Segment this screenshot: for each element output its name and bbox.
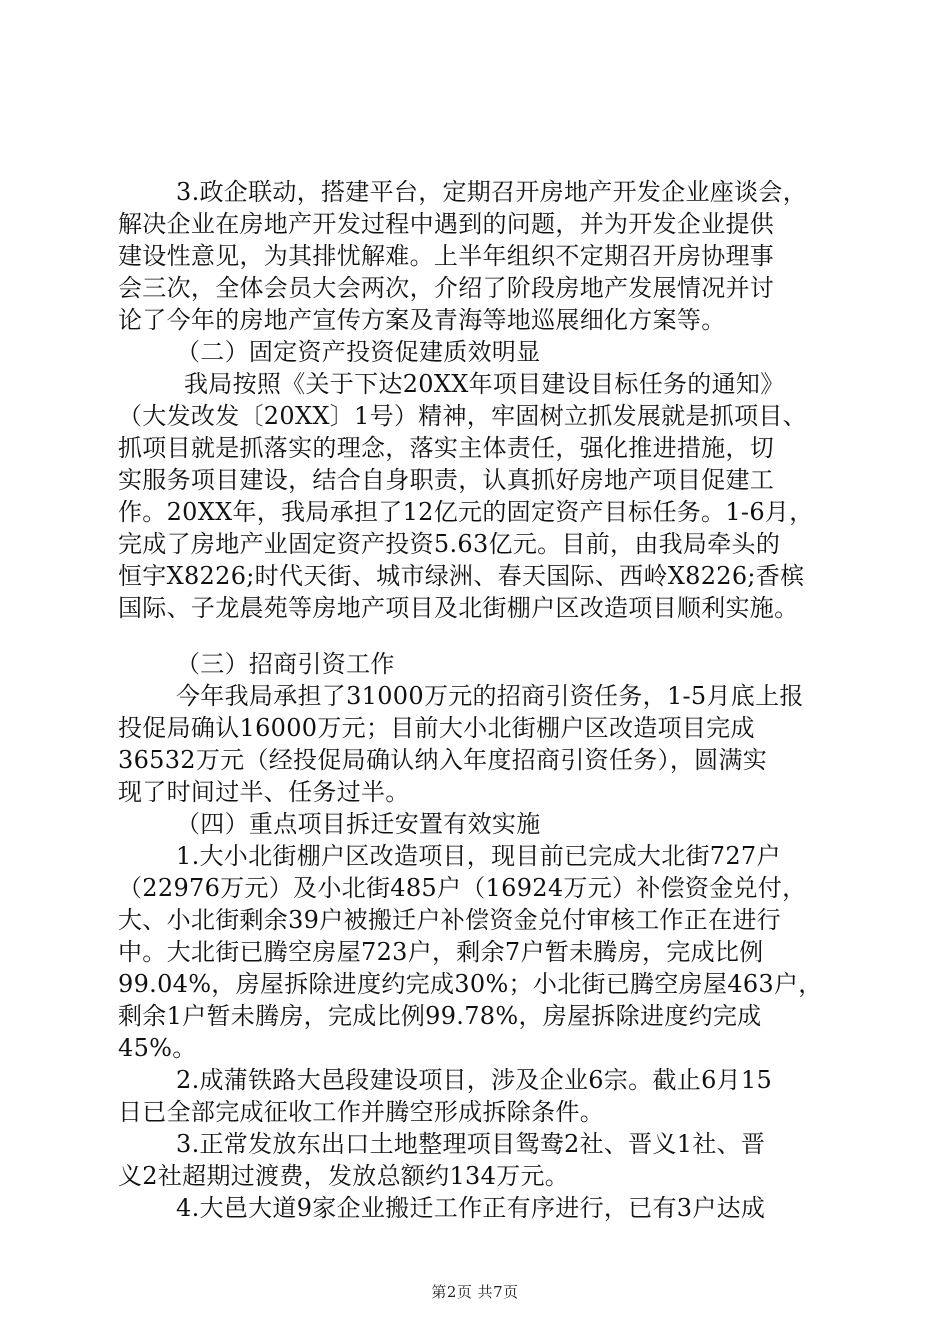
section-heading: （二）固定资产投资促建质效明显 — [176, 338, 541, 366]
section-heading: （四）重点项目拆迁安置有效实施 — [176, 810, 541, 838]
paragraph-line: 建设性意见，为其排忧解难。上半年组织不定期召开房协理事 — [118, 242, 775, 270]
paragraph-line: 解决企业在房地产开发过程中遇到的问题，并为开发企业提供 — [118, 210, 775, 238]
paragraph-line: 大、小北街剩余39户被搬迁户补偿资金兑付审核工作正在进行 — [118, 906, 781, 934]
paragraph-line: 实服务项目建设，结合自身职责，认真抓好房地产项目促建工 — [118, 466, 775, 494]
paragraph-line: 义2社超期过渡费，发放总额约134万元。 — [118, 1162, 570, 1190]
paragraph-line: 论了今年的房地产宣传方案及青海等地巡展细化方案等。 — [118, 306, 726, 334]
paragraph-line: 中。大北街已腾空房屋723户，剩余7户暂未腾房，完成比例 — [118, 938, 764, 966]
paragraph-line: 投促局确认16000万元；目前大小北街棚户区改造项目完成 — [118, 714, 755, 742]
paragraph-line: 作。20XX年，我局承担了12亿元的固定资产目标任务。1-6月， — [118, 498, 814, 526]
paragraph-line: 会三次，全体会员大会两次，介绍了阶段房地产发展情况并讨 — [118, 274, 775, 302]
paragraph-line: （大发改发〔20XX〕1号）精神，牢固树立抓发展就是抓项目、 — [118, 402, 807, 430]
paragraph-line: 现了时间过半、任务过半。 — [118, 778, 410, 806]
paragraph-line: 4.大邑大道9家企业搬迁工作正有序进行，已有3户达成 — [176, 1194, 766, 1222]
paragraph-line: 恒宇X8226;时代天街、城市绿洲、春天国际、西岭X8226;香槟 — [118, 562, 805, 590]
paragraph-line: 完成了房地产业固定资产投资5.63亿元。目前，由我局牵头的 — [118, 530, 781, 558]
paragraph-line: 99.04%，房屋拆除进度约完成30%；小北街已腾空房屋463户， — [118, 970, 823, 998]
paragraph-line: 1.大小北街棚户区改造项目，现目前已完成大北街727户 — [176, 842, 781, 870]
paragraph-line: 2.成蒲铁路大邑段建设项目，涉及企业6宗。截止6月15 — [176, 1066, 773, 1094]
paragraph-line: 日已全部完成征收工作并腾空形成拆除条件。 — [118, 1098, 604, 1126]
page-number-footer: 第2页 共7页 — [431, 1283, 519, 1301]
paragraph-line: 36532万元（经投促局确认纳入年度招商引资任务），圆满实 — [118, 746, 768, 774]
paragraph-line: 3.正常发放东出口土地整理项目鸳鸯2社、晋义1社、晋 — [176, 1130, 766, 1158]
paragraph-line: 国际、子龙晨苑等房地产项目及北街棚户区改造项目顺利实施。 — [118, 594, 799, 622]
paragraph-line: 3.政企联动，搭建平台，定期召开房地产开发企业座谈会， — [176, 178, 807, 206]
paragraph-line: （22976万元）及小北街485户（16924万元）补偿资金兑付， — [118, 874, 807, 902]
paragraph-line: 剩余1户暂未腾房，完成比例99.78%，房屋拆除进度约完成 — [118, 1002, 762, 1030]
paragraph-line: 我局按照《关于下达20XX年项目建设目标任务的通知》 — [184, 370, 785, 398]
section-heading: （三）招商引资工作 — [176, 650, 395, 678]
paragraph-line: 今年我局承担了31000万元的招商引资任务，1-5月底上报 — [176, 682, 804, 710]
paragraph-line: 抓项目就是抓落实的理念，落实主体责任，强化推进措施，切 — [118, 434, 775, 462]
paragraph-line: 45%。 — [118, 1034, 197, 1062]
